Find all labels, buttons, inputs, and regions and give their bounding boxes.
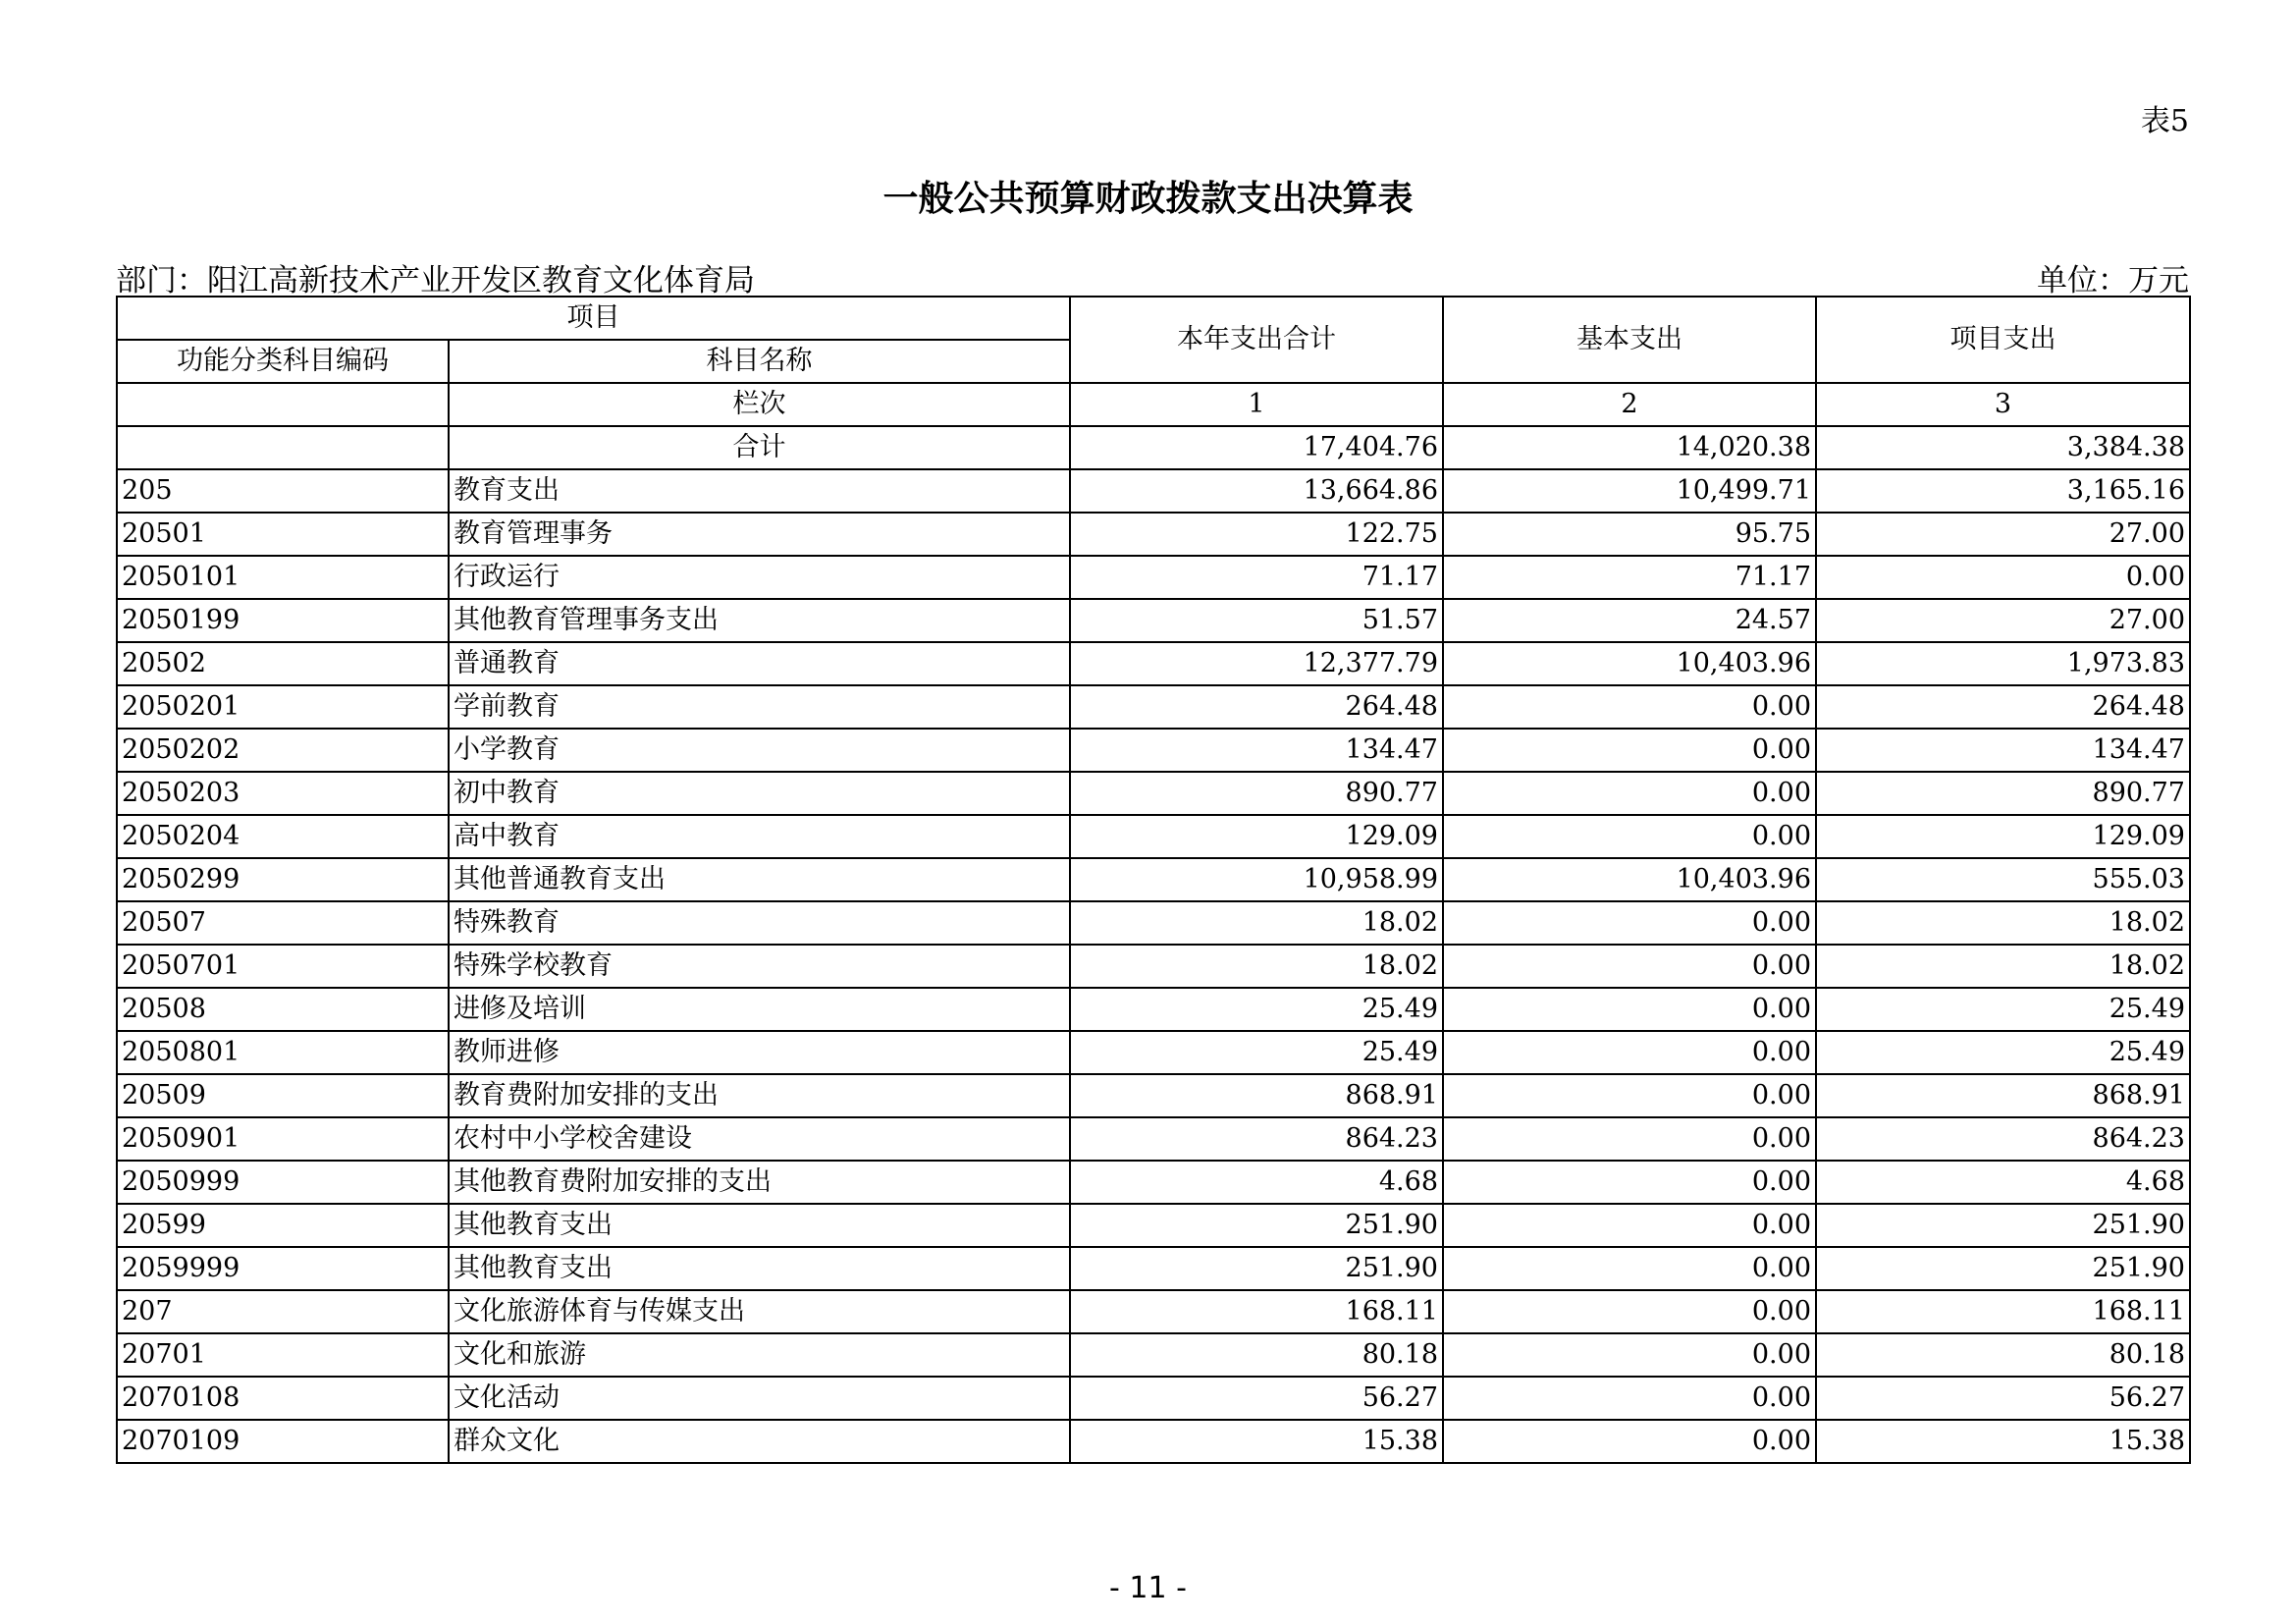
header-item: 项目 [117, 297, 1070, 340]
row-basic: 0.00 [1443, 1333, 1816, 1377]
row-total: 18.02 [1070, 945, 1443, 988]
row-total: 25.49 [1070, 1031, 1443, 1074]
row-name: 文化旅游体育与传媒支出 [449, 1290, 1070, 1333]
table-row [117, 1204, 2190, 1247]
table-row [117, 1031, 2190, 1074]
row-basic: 10,403.96 [1443, 642, 1816, 685]
row-basic: 95.75 [1443, 513, 1816, 556]
row-name: 其他教育费附加安排的支出 [449, 1161, 1070, 1204]
table-row [117, 1420, 2190, 1463]
row-name: 普通教育 [449, 642, 1070, 685]
row-project: 25.49 [1816, 988, 2190, 1031]
row-total: 251.90 [1070, 1204, 1443, 1247]
row-total: 129.09 [1070, 815, 1443, 858]
header-name: 科目名称 [449, 340, 1070, 383]
header-code: 功能分类科目编码 [117, 340, 449, 383]
column-index-label: 栏次 [449, 383, 1070, 426]
budget-table [116, 296, 2191, 1464]
row-basic: 0.00 [1443, 815, 1816, 858]
row-name: 群众文化 [449, 1420, 1070, 1463]
row-basic: 10,499.71 [1443, 469, 1816, 513]
row-code: 2070109 [117, 1420, 449, 1463]
row-code: 2050199 [117, 599, 449, 642]
table-row [117, 1333, 2190, 1377]
row-basic: 0.00 [1443, 1161, 1816, 1204]
total-row [117, 426, 2190, 469]
row-code: 20509 [117, 1074, 449, 1117]
table-row [117, 469, 2190, 513]
header-project: 项目支出 [1816, 297, 2190, 383]
total-row-total: 17,404.76 [1070, 426, 1443, 469]
table-row [117, 945, 2190, 988]
table-body [117, 426, 2190, 1463]
department-label: 部门：阳江高新技术产业开发区教育文化体育局 [116, 263, 755, 298]
row-name: 文化和旅游 [449, 1333, 1070, 1377]
row-name: 教育费附加安排的支出 [449, 1074, 1070, 1117]
table-row [117, 513, 2190, 556]
table-row [117, 815, 2190, 858]
row-code: 2059999 [117, 1247, 449, 1290]
row-name: 特殊教育 [449, 901, 1070, 945]
row-basic: 0.00 [1443, 1074, 1816, 1117]
row-project: 868.91 [1816, 1074, 2190, 1117]
row-total: 264.48 [1070, 685, 1443, 729]
row-name: 其他教育支出 [449, 1204, 1070, 1247]
table-row [117, 1290, 2190, 1333]
row-total: 71.17 [1070, 556, 1443, 599]
row-code: 2050701 [117, 945, 449, 988]
row-name: 初中教育 [449, 772, 1070, 815]
row-total: 25.49 [1070, 988, 1443, 1031]
row-total: 18.02 [1070, 901, 1443, 945]
row-total: 10,958.99 [1070, 858, 1443, 901]
row-project: 0.00 [1816, 556, 2190, 599]
row-total: 868.91 [1070, 1074, 1443, 1117]
unit-label: 单位：万元 [2037, 263, 2189, 298]
row-total: 251.90 [1070, 1247, 1443, 1290]
row-basic: 0.00 [1443, 1204, 1816, 1247]
column-index-row [117, 383, 2190, 426]
row-name: 其他教育管理事务支出 [449, 599, 1070, 642]
row-project: 25.49 [1816, 1031, 2190, 1074]
row-basic: 0.00 [1443, 1290, 1816, 1333]
row-basic: 0.00 [1443, 945, 1816, 988]
row-project: 4.68 [1816, 1161, 2190, 1204]
table-row [117, 858, 2190, 901]
row-basic: 0.00 [1443, 729, 1816, 772]
row-name: 高中教育 [449, 815, 1070, 858]
row-project: 168.11 [1816, 1290, 2190, 1333]
table-row [117, 1074, 2190, 1117]
row-name: 教育管理事务 [449, 513, 1070, 556]
row-code: 20599 [117, 1204, 449, 1247]
row-project: 18.02 [1816, 901, 2190, 945]
row-total: 15.38 [1070, 1420, 1443, 1463]
row-code: 20501 [117, 513, 449, 556]
row-basic: 0.00 [1443, 1377, 1816, 1420]
header-row-1 [117, 297, 2190, 340]
row-name: 小学教育 [449, 729, 1070, 772]
row-name: 农村中小学校舍建设 [449, 1117, 1070, 1161]
table-row [117, 599, 2190, 642]
column-index-3: 3 [1816, 383, 2190, 426]
table-row [117, 1161, 2190, 1204]
row-project: 264.48 [1816, 685, 2190, 729]
row-total: 12,377.79 [1070, 642, 1443, 685]
row-project: 555.03 [1816, 858, 2190, 901]
row-basic: 10,403.96 [1443, 858, 1816, 901]
row-code: 2050299 [117, 858, 449, 901]
row-project: 890.77 [1816, 772, 2190, 815]
row-total: 134.47 [1070, 729, 1443, 772]
row-project: 129.09 [1816, 815, 2190, 858]
row-project: 134.47 [1816, 729, 2190, 772]
row-name: 特殊学校教育 [449, 945, 1070, 988]
table-row [117, 901, 2190, 945]
row-basic: 0.00 [1443, 1247, 1816, 1290]
table-row [117, 1117, 2190, 1161]
row-code: 205 [117, 469, 449, 513]
header-total: 本年支出合计 [1070, 297, 1443, 383]
row-basic: 0.00 [1443, 1031, 1816, 1074]
row-name: 行政运行 [449, 556, 1070, 599]
column-index-1: 1 [1070, 383, 1443, 426]
row-name: 学前教育 [449, 685, 1070, 729]
row-code: 2050999 [117, 1161, 449, 1204]
row-project: 15.38 [1816, 1420, 2190, 1463]
row-basic: 71.17 [1443, 556, 1816, 599]
total-row-code [117, 426, 449, 469]
row-project: 1,973.83 [1816, 642, 2190, 685]
table-row [117, 685, 2190, 729]
row-basic: 24.57 [1443, 599, 1816, 642]
row-name: 教师进修 [449, 1031, 1070, 1074]
row-name: 文化活动 [449, 1377, 1070, 1420]
row-project: 3,165.16 [1816, 469, 2190, 513]
row-code: 20507 [117, 901, 449, 945]
table-row [117, 772, 2190, 815]
row-basic: 0.00 [1443, 772, 1816, 815]
row-basic: 0.00 [1443, 685, 1816, 729]
row-total: 122.75 [1070, 513, 1443, 556]
row-name: 其他普通教育支出 [449, 858, 1070, 901]
row-total: 80.18 [1070, 1333, 1443, 1377]
column-index-empty [117, 383, 449, 426]
column-index-2: 2 [1443, 383, 1816, 426]
row-total: 13,664.86 [1070, 469, 1443, 513]
row-code: 2050201 [117, 685, 449, 729]
row-project: 27.00 [1816, 599, 2190, 642]
row-basic: 0.00 [1443, 901, 1816, 945]
row-name: 进修及培训 [449, 988, 1070, 1031]
row-name: 教育支出 [449, 469, 1070, 513]
header-basic: 基本支出 [1443, 297, 1816, 383]
row-code: 2070108 [117, 1377, 449, 1420]
total-row-project: 3,384.38 [1816, 426, 2190, 469]
row-code: 207 [117, 1290, 449, 1333]
row-basic: 0.00 [1443, 988, 1816, 1031]
row-total: 56.27 [1070, 1377, 1443, 1420]
row-project: 80.18 [1816, 1333, 2190, 1377]
row-code: 2050202 [117, 729, 449, 772]
row-code: 2050203 [117, 772, 449, 815]
row-basic: 0.00 [1443, 1117, 1816, 1161]
row-project: 251.90 [1816, 1247, 2190, 1290]
row-code: 2050101 [117, 556, 449, 599]
row-total: 864.23 [1070, 1117, 1443, 1161]
table-row [117, 729, 2190, 772]
row-project: 864.23 [1816, 1117, 2190, 1161]
table-row [117, 556, 2190, 599]
row-project: 251.90 [1816, 1204, 2190, 1247]
row-project: 27.00 [1816, 513, 2190, 556]
row-code: 20502 [117, 642, 449, 685]
table-number: 表5 [2140, 104, 2189, 138]
row-basic: 0.00 [1443, 1420, 1816, 1463]
row-total: 4.68 [1070, 1161, 1443, 1204]
row-total: 168.11 [1070, 1290, 1443, 1333]
row-project: 18.02 [1816, 945, 2190, 988]
row-code: 2050901 [117, 1117, 449, 1161]
page-number: - 11 - [1109, 1571, 1187, 1605]
row-total: 51.57 [1070, 599, 1443, 642]
total-row-label: 合计 [449, 426, 1070, 469]
total-row-basic: 14,020.38 [1443, 426, 1816, 469]
row-total: 890.77 [1070, 772, 1443, 815]
table-row [117, 1377, 2190, 1420]
row-code: 20508 [117, 988, 449, 1031]
page-title: 一般公共预算财政拨款支出决算表 [882, 179, 1414, 219]
row-code: 20701 [117, 1333, 449, 1377]
row-code: 2050801 [117, 1031, 449, 1074]
table-row [117, 642, 2190, 685]
row-project: 56.27 [1816, 1377, 2190, 1420]
row-code: 2050204 [117, 815, 449, 858]
table-row [117, 988, 2190, 1031]
table-row [117, 1247, 2190, 1290]
row-name: 其他教育支出 [449, 1247, 1070, 1290]
